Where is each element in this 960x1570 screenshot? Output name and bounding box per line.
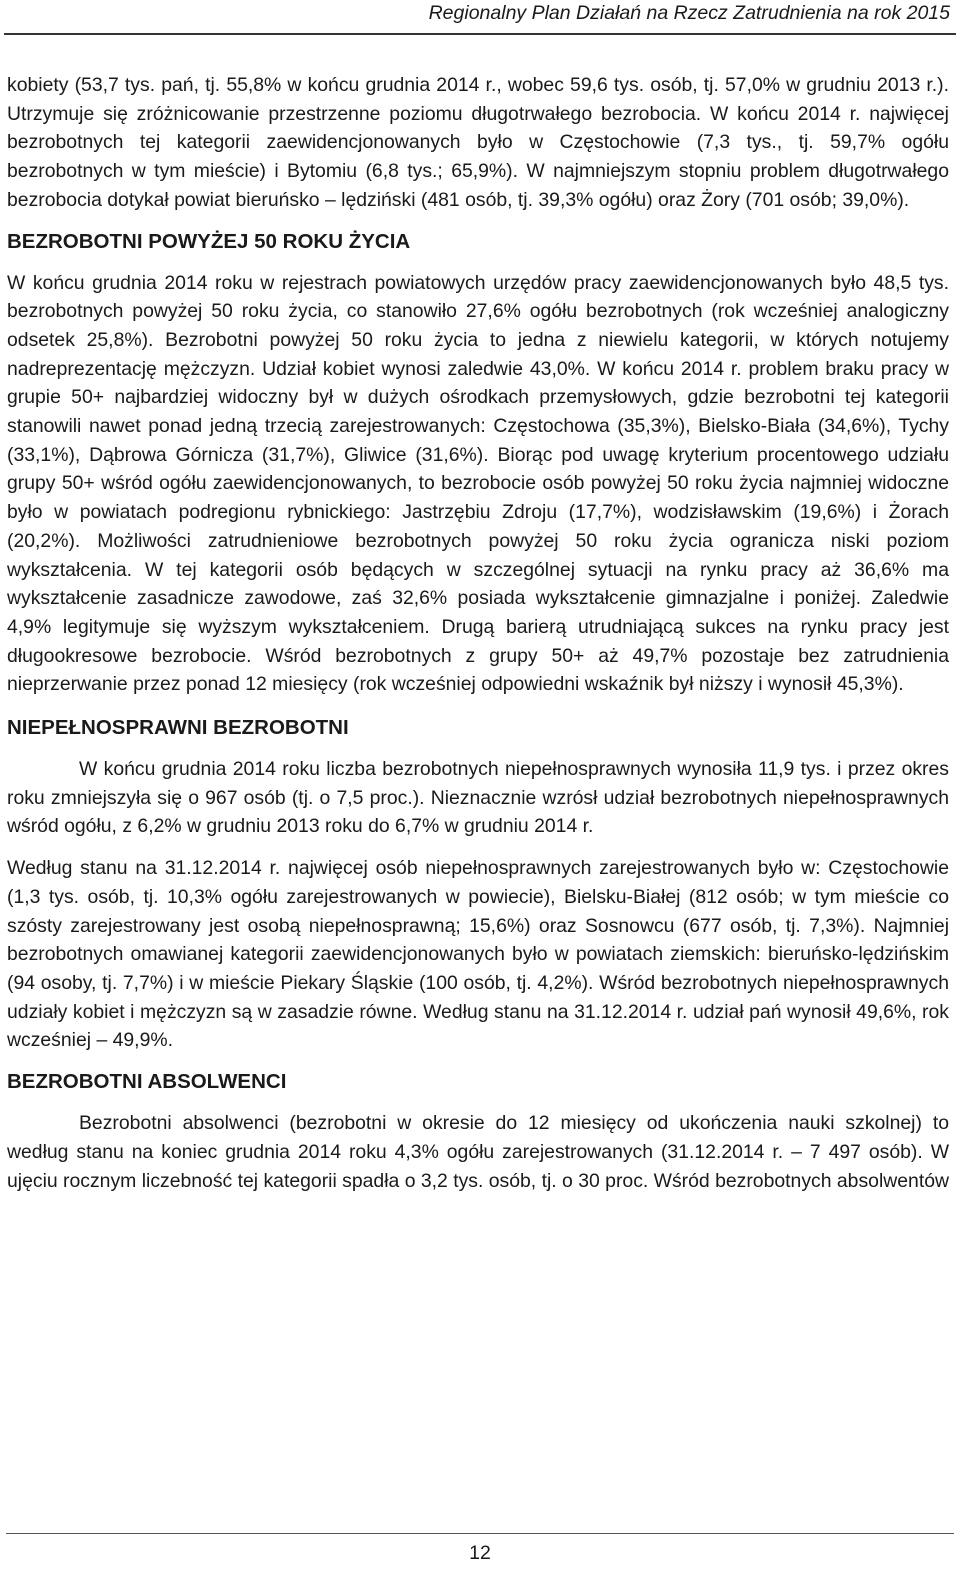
spacer (7, 1096, 949, 1109)
document-body (7, 71, 949, 1195)
spacer (7, 699, 949, 714)
paragraph-long-term-unemployment: kobiety (53,7 tys. pań, tj. 55,8% w końcu grudnia 2014 r., wobec 59,6 tys. osób, tj. 57,0% w grudniu 2013 r.). Utrzymuje się zróżnicowanie przestrzenne poziomu długotrwałego bezrobocia. W końcu 2014 r. najwięcej bezrobotnych tej kategorii zaewidencjonowanych było w Częstochowie (7,3 tys., tj. 59,7% ogółu bezrobotnych w tym mieście) i Bytomiu (6,8 tys.; 65,9%). W najmniejszym stopniu problem długotrwałego bezrobocia dotykał powiat bieruńsko – lędziński (481 osób, tj. 39,3% ogółu) oraz Żory (701 osób; 39,0%). (7, 74, 949, 211)
spacer (7, 256, 949, 269)
spacer (7, 742, 949, 755)
paragraph-disabled-summary: W końcu grudnia 2014 roku liczba bezrobotnych niepełnosprawnych wynosiła 11,9 tys. i przez okres roku zmniejszyła się o 967 osób (tj. o 7,5 proc.). Nieznacznie wzrósł udział bezrobotnych niepełnosprawnych wśród ogółu, z 6,2% w grudniu 2013 roku do 6,7% w grudniu 2014 r. (7, 758, 949, 838)
footer-rule (6, 1533, 954, 1534)
header-title: Regionalny Plan Działań na Rzecz Zatrudnienia na rok 2015 (428, 2, 950, 24)
section-heading-graduates: BEZROBOTNI ABSOLWENCI (7, 1070, 287, 1094)
spacer (7, 215, 949, 228)
paragraph-disabled-regions: Według stanu na 31.12.2014 r. najwięcej osób niepełnosprawnych zarejestrowanych było w: Częstochowie (1,3 tys. osób, tj. 10,3% ogółu zarejestrowanych w powiecie), Bielsku-Białej (812 osób; w tym mieście co szósty zarejestrowany jest osobą niepełnosprawną; 15,6%) oraz Sosnowcu (677 osób, tj. 7,3%). Najmniej bezrobotnych omawianej kategorii zaewidencjonowanych było w powiatach ziemskich: bieruńsko-lędzińskim (94 osoby, tj. 7,7%) i w mieście Piekary Śląskie (100 osób, tj. 4,2%). Wśród bezrobotnych niepełnosprawnych udziały kobiet i mężczyzn są w zasadzie równe. Według stanu na 31.12.2014 r. udział pań wynosił 49,6%, rok wcześniej – 49,9%. (7, 857, 949, 1052)
spacer (7, 841, 949, 854)
page-number: 12 (469, 1542, 491, 1564)
header-rule (4, 33, 956, 35)
section-heading-over-50: BEZROBOTNI POWYŻEJ 50 ROKU ŻYCIA (7, 229, 411, 253)
paragraph-over-50: W końcu grudnia 2014 roku w rejestrach powiatowych urzędów pracy zaewidencjonowanych było 48,5 tys. bezrobotnych powyżej 50 roku życia, co stanowiło 27,6% ogółu bezrobotnych (rok wcześniej analogiczny odsetek 25,8%). Bezrobotni powyżej 50 roku życia to jedna z niewielu kategorii, w których notujemy nadreprezentację mężczyzn. Udział kobiet wynosi zaledwie 43,0%. W końcu 2014 r. problem braku pracy w grupie 50+ najbardziej widoczny był w dużych ośrodkach przemysłowych, gdzie bezrobotni tej kategorii stanowili nawet ponad jedną trzecią zarejestrowanych: Częstochowa (35,3%), Bielsko-Biała (34,6%), Tychy (33,1%), Dąbrowa Górnicza (31,7%), Gliwice (31,6%). Biorąc pod uwagę kryterium procentowego udziału grupy 50+ wśród ogółu zaewidencjonowanych, to bezrobocie osób powyżej 50 roku życia najmniej widoczne było w powiatach podregionu rybnickiego: Jastrzębiu Zdroju (17,7%), wodzisławskim (19,6%) i Żorach (20,2%). Możliwości zatrudnieniowe bezrobotnych powyżej 50 roku życia ogranicza niski poziom wykształcenia. W tej kategorii osób będących w szczególnej sytuacji na rynku pracy aż 36,6% ma wykształcenie zasadnicze zawodowe, zaś 32,6% posiada wykształcenie gimnazjalne i poniżej. Zaledwie 4,9% legitymuje się wyższym wykształceniem. Drugą barierą utrudniającą sukces na rynku pracy jest długookresowe bezrobocie. Wśród bezrobotnych z grupy 50+ aż 49,7% pozostaje bez zatrudnienia nieprzerwanie przez ponad 12 miesięcy (rok wcześniej odpowiedni wskaźnik był niższy i wynosił 45,3%). (7, 271, 949, 696)
spacer (7, 1055, 949, 1068)
section-heading-disabled: NIEPEŁNOSPRAWNI BEZROBOTNI (7, 716, 349, 740)
page-header (0, 0, 960, 37)
paragraph-graduates: Bezrobotni absolwenci (bezrobotni w okresie do 12 miesięcy od ukończenia nauki szkolnej) to według stanu na koniec grudnia 2014 roku 4,3% ogółu zarejestrowanych (31.12.2014 r. – 7 497 osób). W ujęciu rocznym liczebność tej kategorii spadła o 3,2 tys. osób, tj. o 30 proc. Wśród bezrobotnych absolwentów (7, 1112, 949, 1192)
